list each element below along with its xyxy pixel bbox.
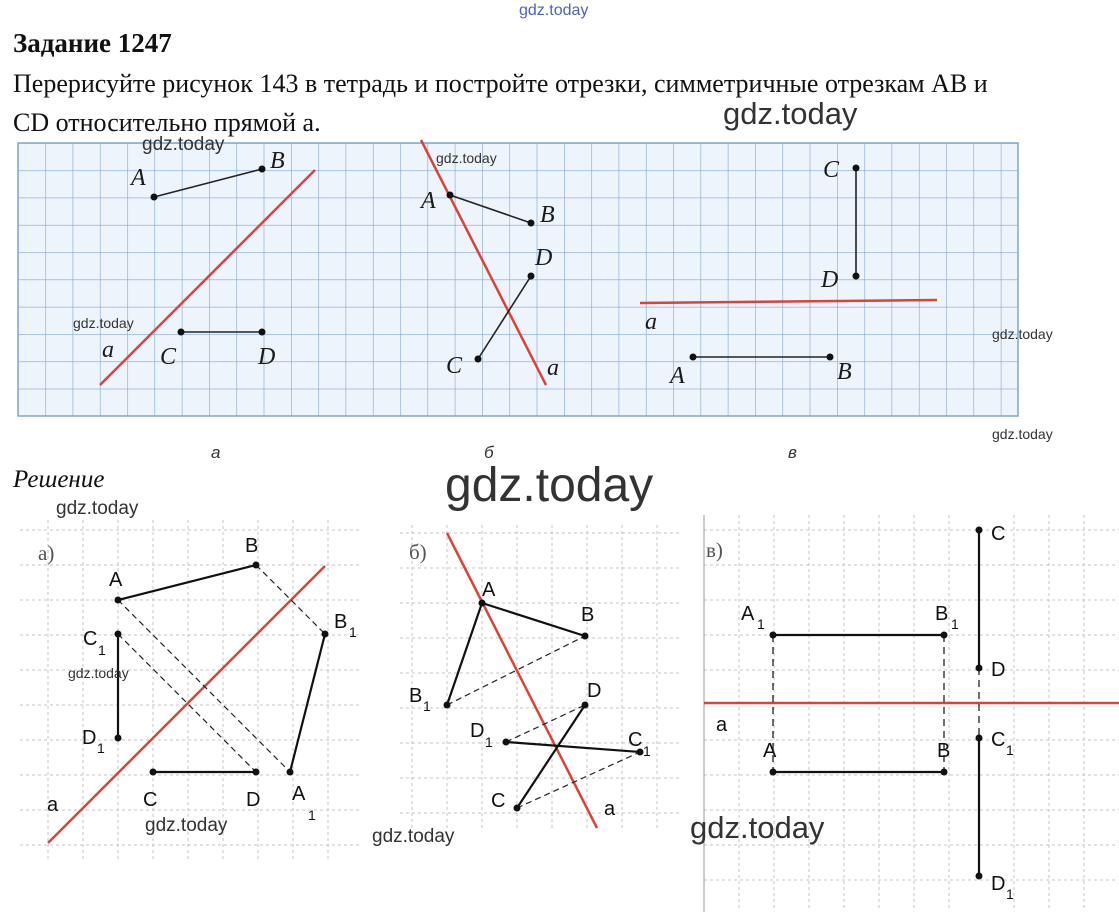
line-a [447, 533, 597, 828]
label-D1: D [470, 720, 485, 742]
label-B: B [837, 359, 852, 385]
label-C1: C [83, 628, 98, 650]
watermark: gdz.today [73, 315, 134, 331]
watermark: gdz.today [992, 426, 1053, 442]
svg-text:1: 1 [308, 807, 316, 823]
svg-text:1: 1 [757, 616, 765, 632]
watermark: gdz.today [142, 134, 225, 155]
label-line-a: a [716, 714, 728, 736]
label-C: C [160, 344, 177, 370]
label-A: A [421, 188, 436, 214]
label-C: C [143, 789, 158, 811]
watermark: gdz.today [145, 815, 228, 836]
label-A: A [763, 740, 777, 762]
label-B: B [937, 740, 951, 762]
svg-text:1: 1 [1006, 886, 1014, 902]
figure-sublabel-c: в [788, 443, 797, 462]
svg-text:1: 1 [643, 743, 651, 759]
svg-text:1: 1 [423, 698, 431, 714]
label-C: C [991, 523, 1006, 545]
label-line-a: a [547, 355, 559, 381]
label-C1: C [991, 729, 1006, 751]
label-line-a: a [47, 794, 59, 816]
label-D: D [821, 267, 839, 293]
svg-text:1: 1 [1006, 742, 1014, 758]
label-B1: B [409, 685, 423, 707]
label-B: B [270, 148, 285, 174]
panel-label: а) [38, 541, 55, 565]
line-a [48, 566, 325, 843]
label-A1: A [741, 603, 755, 625]
watermark: gdz.today [445, 459, 654, 512]
watermark: gdz.today [56, 498, 139, 519]
svg-text:1: 1 [97, 740, 105, 756]
watermark: gdz.today [723, 96, 858, 131]
svg-text:1: 1 [485, 734, 493, 750]
label-B: B [540, 202, 555, 228]
solution-panel-b [400, 525, 680, 830]
label-A1: A [292, 783, 306, 805]
label-D: D [535, 245, 553, 271]
label-line-a: a [604, 798, 616, 820]
solution-panel-c [704, 515, 1119, 912]
label-D: D [258, 344, 276, 370]
label-C: C [823, 157, 840, 183]
label-line-a: a [102, 337, 114, 363]
label-line-a: a [645, 309, 657, 335]
figure-sublabel-a: а [211, 443, 221, 462]
watermark-top: gdz.today [519, 2, 589, 19]
watermark: gdz.today [372, 826, 455, 847]
label-A: A [109, 569, 123, 591]
label-D1: D [991, 873, 1006, 895]
task-title: Задание 1247 [13, 28, 172, 58]
watermark: gdz.today [436, 150, 497, 166]
label-C1: C [628, 729, 643, 751]
label-D: D [587, 680, 602, 702]
label-B1: B [334, 611, 348, 633]
svg-text:1: 1 [98, 642, 106, 658]
watermark: gdz.today [68, 665, 129, 681]
label-D1: D [82, 727, 97, 749]
label-A: A [482, 579, 496, 601]
watermark: gdz.today [992, 326, 1053, 342]
panel-label: б) [409, 540, 427, 564]
watermark: gdz.today [690, 810, 825, 845]
figure-sublabel-b: б [484, 443, 494, 462]
svg-text:1: 1 [951, 616, 959, 632]
solution-heading: Решение [13, 466, 105, 493]
panel-label: в) [706, 538, 723, 562]
label-B: B [581, 604, 595, 626]
label-C: C [491, 790, 506, 812]
label-D: D [246, 789, 261, 811]
label-A: A [131, 165, 146, 191]
label-C: C [446, 353, 463, 379]
label-D: D [991, 659, 1006, 681]
solution-panel-a [20, 520, 360, 860]
label-B: B [245, 535, 259, 557]
svg-text:1: 1 [349, 624, 357, 640]
label-B1: B [935, 603, 949, 625]
label-A: A [670, 363, 685, 389]
task-text: Перерисуйте рисунок 143 в тетрадь и постройте отрезки, симметричные отрезкам AB и CD относительно прямой a. [13, 69, 988, 137]
